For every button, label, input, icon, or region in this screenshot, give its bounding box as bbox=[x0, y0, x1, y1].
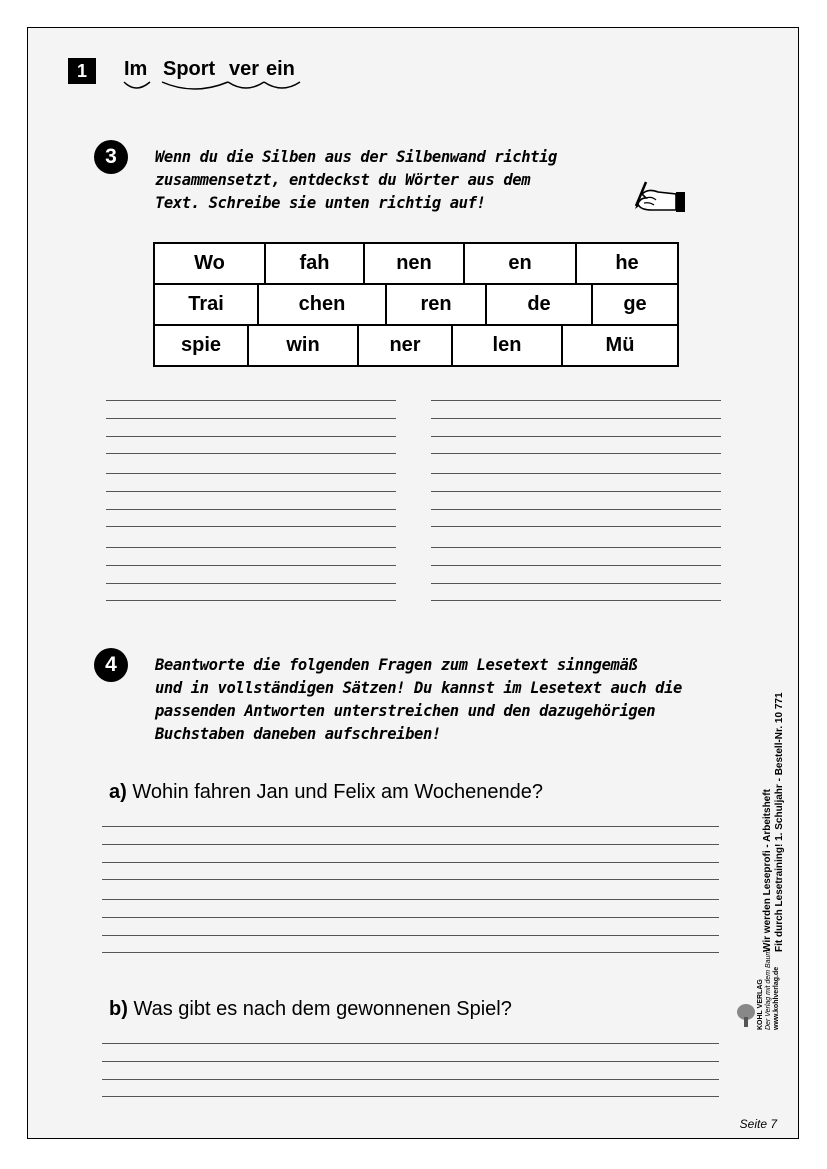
title-word: ein bbox=[266, 58, 295, 80]
tree-logo-icon bbox=[735, 1002, 757, 1028]
wall-row bbox=[155, 244, 677, 283]
title-word: Sport bbox=[163, 58, 216, 80]
syllable-arc bbox=[264, 82, 300, 88]
wall-row bbox=[155, 283, 677, 324]
writing-lines-left[interactable] bbox=[106, 400, 396, 602]
sidebar-line: Wir werden Leseprofi - Arbeitsheft bbox=[762, 789, 773, 952]
publisher-name: KOHL VERLAG bbox=[757, 979, 764, 1030]
page-number: Seite 7 bbox=[739, 1117, 777, 1131]
syllable-cell: chen bbox=[257, 285, 385, 324]
syllable-arc bbox=[124, 82, 150, 88]
writing-lines-right[interactable] bbox=[431, 400, 721, 602]
task3-instruction bbox=[155, 146, 597, 215]
syllable-cell: de bbox=[485, 285, 591, 324]
syllable-cell: Wo bbox=[194, 252, 225, 274]
writing-hand-icon bbox=[632, 176, 686, 214]
question-label: b) bbox=[109, 998, 128, 1020]
syllable-cell: ren bbox=[385, 285, 485, 324]
task4-instruction bbox=[155, 654, 725, 746]
instruction-line: Wenn du die Silben aus der Silbenwand richtig bbox=[155, 148, 557, 166]
syllable-cell: ge bbox=[591, 285, 677, 324]
title-word: ver bbox=[229, 58, 260, 80]
title-word: Im bbox=[124, 58, 148, 80]
question-b bbox=[109, 998, 512, 1021]
publisher-info bbox=[757, 950, 781, 1030]
syllable-arc bbox=[162, 82, 228, 89]
question-a bbox=[109, 781, 543, 804]
publisher-slogan: Der Verlag mit dem Baum bbox=[765, 949, 772, 1030]
answer-lines-a[interactable] bbox=[102, 826, 719, 954]
question-text: Was gibt es nach dem gewonnenen Spiel? bbox=[133, 998, 512, 1020]
syllable-cell: ner bbox=[357, 326, 451, 365]
syllable-cell: spie bbox=[180, 334, 222, 356]
syllable-cell: nen bbox=[363, 244, 463, 283]
sidebar-text bbox=[762, 692, 786, 952]
instruction-line: passenden Antworten unterstreichen und den dazugehörigen bbox=[155, 702, 656, 720]
answer-lines-b[interactable] bbox=[102, 1043, 719, 1098]
syllable-arcs bbox=[118, 78, 308, 96]
instruction-line: zusammensetzt, entdeckst du Wörter aus dem bbox=[155, 171, 531, 189]
syllable-cell: Trai bbox=[188, 293, 224, 315]
question-text: Wohin fahren Jan und Felix am Wochenende? bbox=[132, 781, 543, 803]
syllable-cell: Mü bbox=[561, 326, 677, 365]
task-number: 4 bbox=[94, 648, 128, 682]
question-label: a) bbox=[109, 781, 127, 803]
sidebar-line: Fit durch Lesetraining! 1. Schuljahr - Bestell-Nr. 10 771 bbox=[774, 692, 785, 952]
syllable-arc bbox=[228, 82, 264, 88]
instruction-line: Buchstaben daneben aufschreiben! bbox=[155, 725, 441, 743]
instruction-line: Beantworte die folgenden Fragen zum Lesetext sinngemäß bbox=[155, 656, 638, 674]
publisher-website: www.kohlverlag.de bbox=[773, 966, 780, 1030]
task-number: 3 bbox=[94, 140, 128, 174]
syllable-cell: len bbox=[451, 326, 561, 365]
syllable-cell: en bbox=[463, 244, 575, 283]
syllable-cell: he bbox=[575, 244, 677, 283]
instruction-line: Text. Schreibe sie unten richtig auf! bbox=[155, 194, 486, 212]
instruction-line: und in vollständigen Sätzen! Du kannst im Lesetext auch die bbox=[155, 679, 682, 697]
syllable-cell: win bbox=[247, 326, 357, 365]
syllable-wall bbox=[153, 242, 679, 367]
wall-row bbox=[155, 324, 677, 365]
section-badge: 1 bbox=[68, 58, 96, 84]
syllable-cell: fah bbox=[264, 244, 363, 283]
